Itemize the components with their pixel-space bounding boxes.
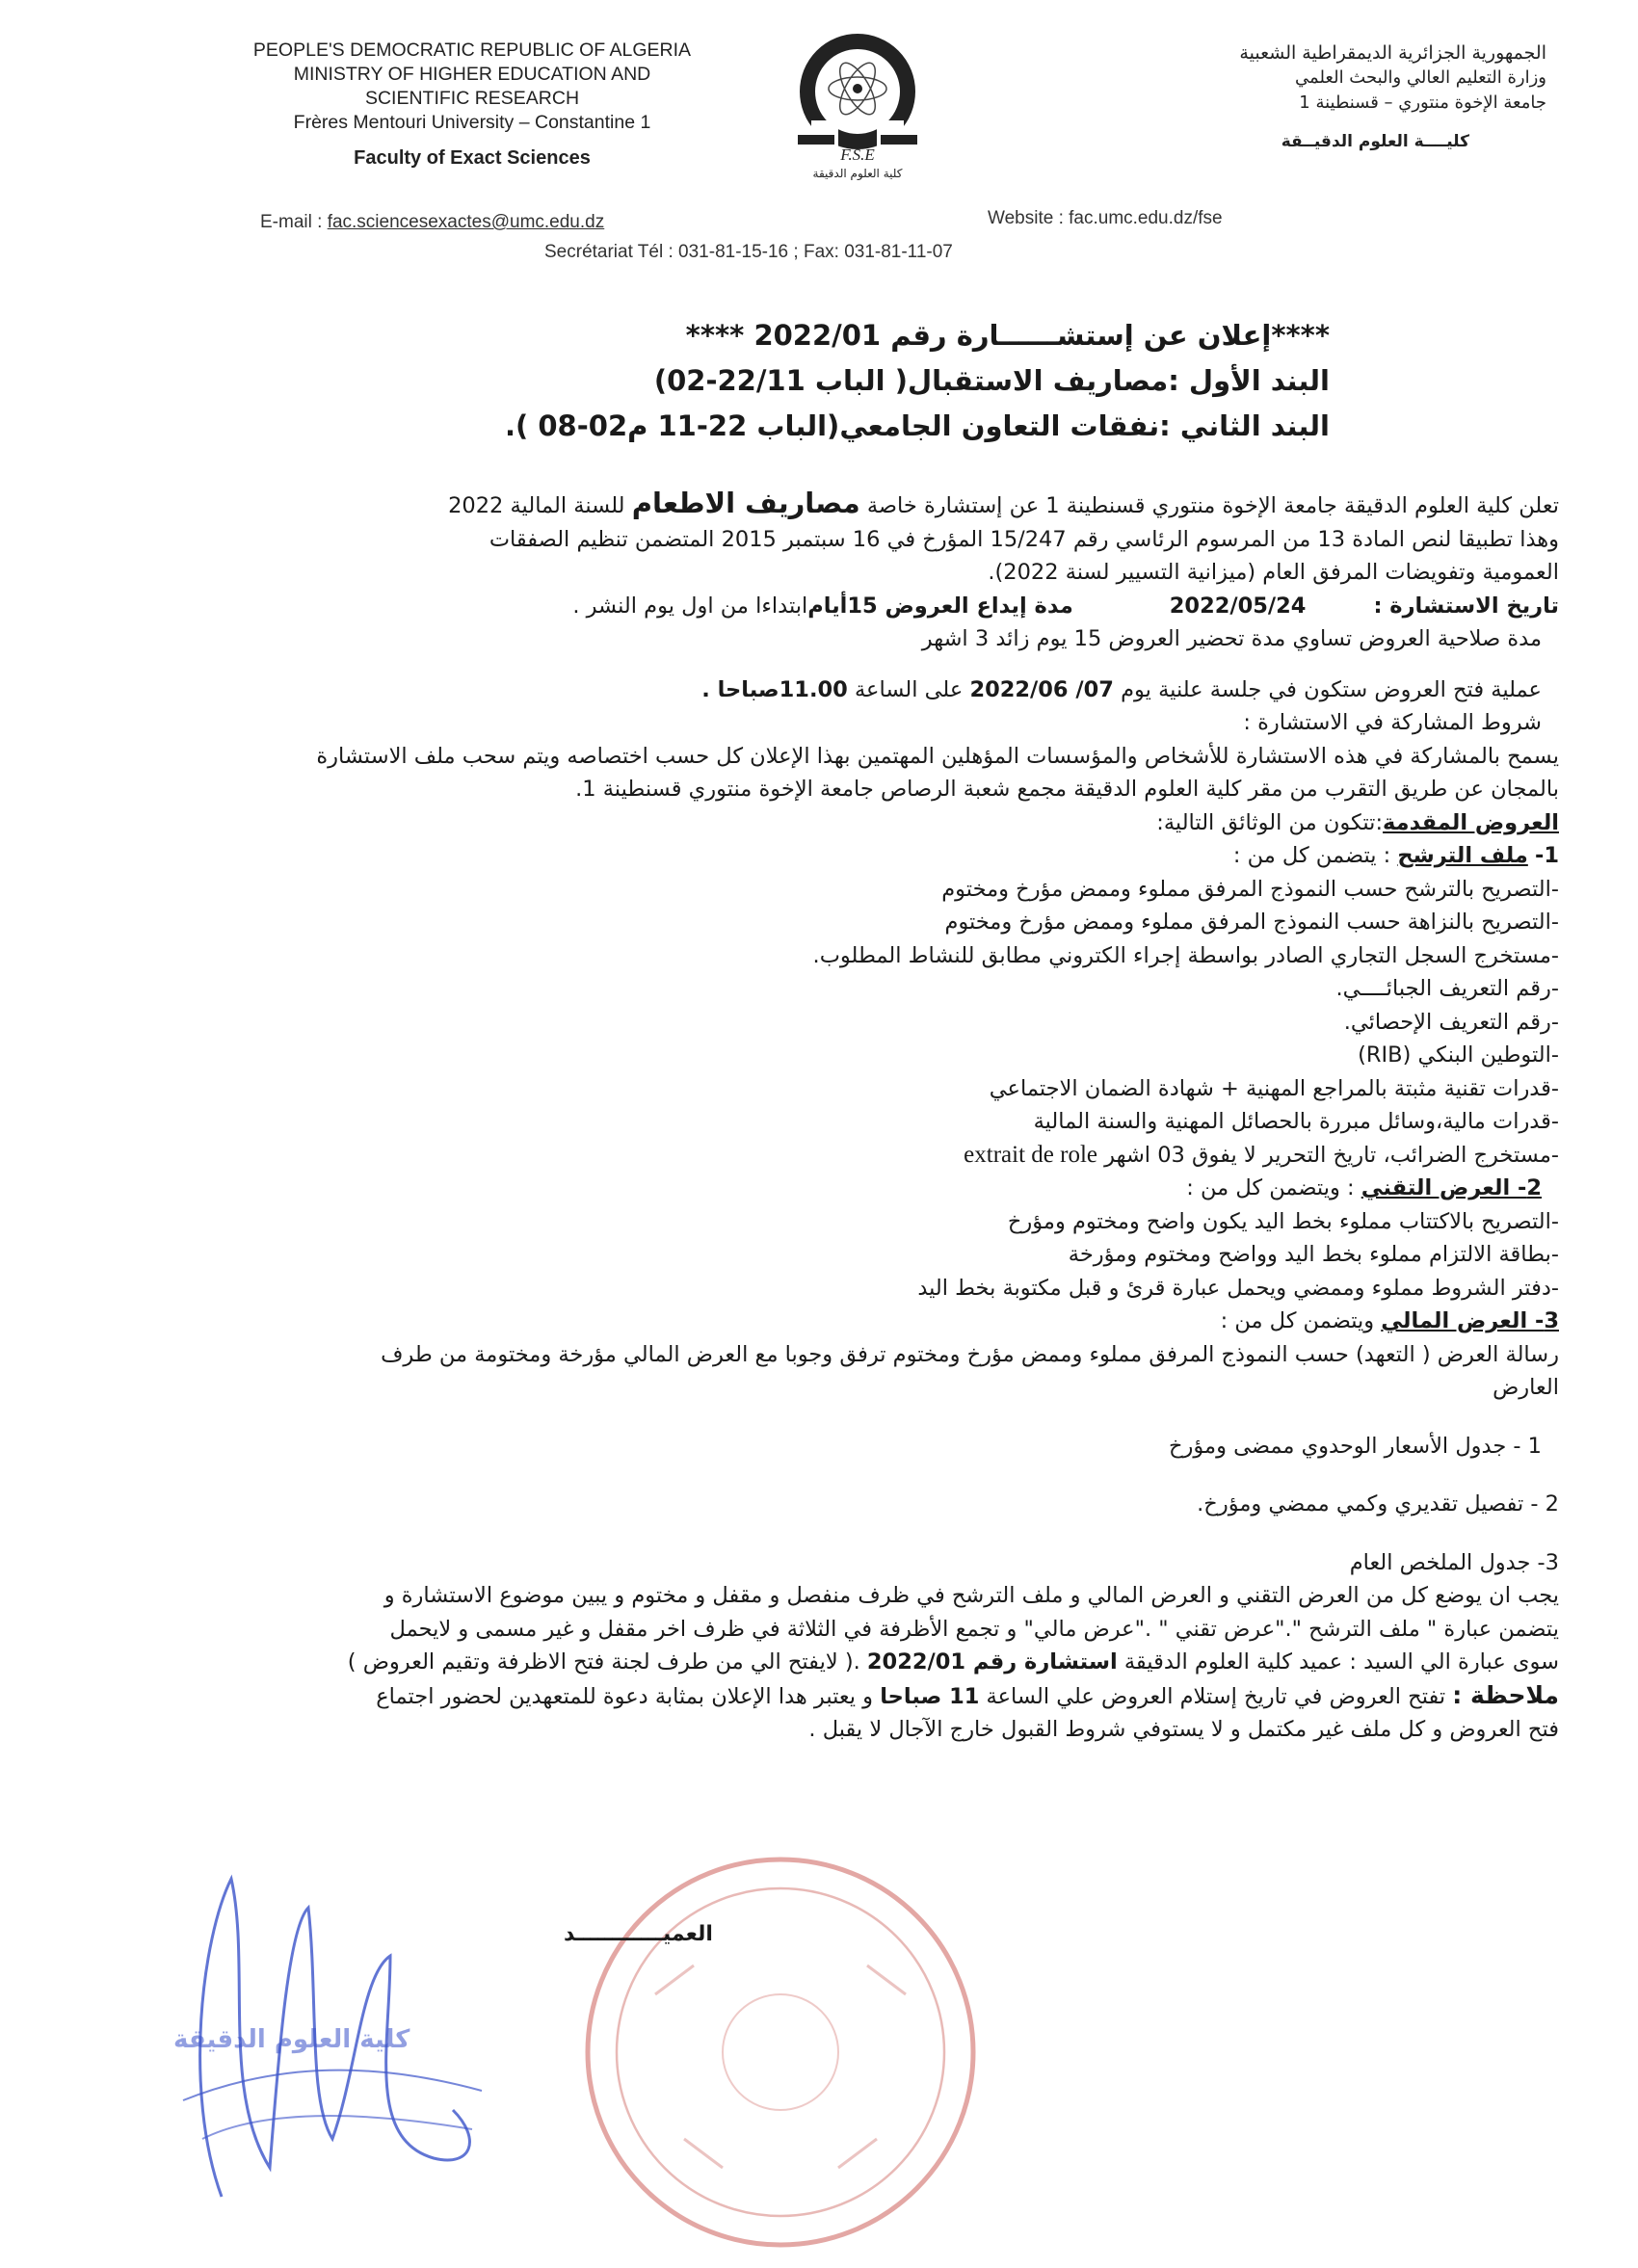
section-3-title: 3- العرض المالي xyxy=(1381,1308,1559,1333)
title-consultation: ****إعلان عن إستشــــــارة رقم 2022/01 **** xyxy=(685,319,1330,352)
header-arabic-line: الجمهورية الجزائرية الديمقراطية الشعبية xyxy=(1239,42,1546,64)
section-1-item: -قدرات مالية،وسائل مبررة بالحصائل المهنية والسنة المالية xyxy=(1033,1109,1559,1134)
envelope-reference: استشارة رقم 2022/01 xyxy=(866,1649,1118,1675)
announcement-body xyxy=(87,487,1559,1747)
section-1-item: -مستخرج السجل التجاري الصادر بواسطة إجراء الكتروني مطابق للنشاط المطلوب. xyxy=(812,942,1559,968)
section-1-item xyxy=(87,1139,1559,1173)
conditions-title: شروط المشاركة في الاستشارة : xyxy=(1243,710,1542,735)
intro-line: وهذا تطبيقا لنص المادة 13 من المرسوم الرئاسي رقم 15/247 المؤرخ في 16 سبتمبر 2015 المتضمن تنظيم الصفقات xyxy=(489,526,1559,552)
section-1-item: -التوطين البنكي (RIB) xyxy=(1358,1042,1559,1068)
header-french xyxy=(193,39,752,171)
intro-line xyxy=(87,487,1559,523)
header-french-faculty: Faculty of Exact Sciences xyxy=(354,147,591,169)
section-2-rest: : ويتضمن كل من : xyxy=(1186,1175,1355,1200)
date-label: تاريخ الاستشارة : xyxy=(1373,593,1559,619)
opening-line xyxy=(87,673,1559,707)
envelope-note: .( لايفتح الي من طرف لجنة فتح الاظرفة وتقيم العروض ) xyxy=(347,1649,867,1675)
section-1-item: -التصريح بالترشح حسب النموذج المرفق مملوء وممض مؤرخ ومختوم xyxy=(941,876,1559,902)
note-line xyxy=(87,1679,1559,1714)
envelope-address: سوى عبارة الي السيد : عميد كلية العلوم الدقيقة xyxy=(1123,1649,1559,1675)
tax-extract-text: -مستخرج الضرائب، تاريخ التحرير لا يفوق 03 اشهر xyxy=(1104,1142,1559,1168)
section-2-item: -التصريح بالاكتتاب مملوء بخط اليد يكون واضح ومختوم ومؤرخ xyxy=(1007,1208,1559,1234)
envelope-line xyxy=(87,1646,1559,1679)
intro-year: للسنة المالية 2022 xyxy=(448,493,625,518)
email-line xyxy=(260,212,604,233)
date-value: 2022/05/24 xyxy=(1169,593,1307,619)
secretariat-line: Secrétariat Tél : 031-81-15-16 ; Fax: 031-81-11-07 xyxy=(544,242,953,262)
stamp-text: كلية العلوم الدقيقة xyxy=(173,2025,410,2054)
intro-highlight: مصاريف الاطعام xyxy=(631,487,860,519)
header-arabic-line: وزارة التعليم العالي والبحث العلمي xyxy=(1295,67,1546,88)
header-french-line: MINISTRY OF HIGHER EDUCATION AND xyxy=(293,64,651,85)
conditions-line: يسمح بالمشاركة في هذه الاستشارة للأشخاص والمؤسسات المؤهلين المهتمين بهذا الإعلان كل حسب اختصاصه ويتم سحب ملف الاستشارة xyxy=(316,743,1559,769)
signature-title: العميــــــــــــد xyxy=(564,1922,713,1946)
header-french-line: PEOPLE'S DEMOCRATIC REPUBLIC OF ALGERIA xyxy=(252,40,692,61)
section-1-heading xyxy=(87,839,1559,873)
note-text-rest: و يعتبر هدا الإعلان بمثابة دعوة للمتعهدين لحضور اجتماع xyxy=(376,1683,874,1709)
note-label: ملاحظة : xyxy=(1452,1680,1559,1709)
opening-date: 07/ 2022/06 xyxy=(969,676,1114,702)
section-2-heading xyxy=(87,1172,1559,1205)
section-1-item: -قدرات تقنية مثبتة بالمراجع المهنية + شهادة الضمان الاجتماعي xyxy=(989,1075,1559,1101)
intro-text: تعلن كلية العلوم الدقيقة جامعة الإخوة منتوري قسنطينة 1 عن إستشارة خاصة xyxy=(866,493,1559,518)
section-2-title: 2- العرض التقني xyxy=(1361,1175,1542,1200)
note-text: تفتح العروض في تاريخ إستلام العروض علي الساعة xyxy=(986,1683,1446,1709)
deposit-rest: ابتداءا من اول يوم النشر . xyxy=(572,593,808,619)
offers-rest: :تتكون من الوثائق التالية: xyxy=(1156,809,1384,835)
handwritten-signature xyxy=(164,1850,511,2255)
deposit-duration: مدة إيداع العروض 15أيام xyxy=(807,593,1073,619)
section-3-list-item: 3- جدول الملخص العام xyxy=(1349,1549,1559,1575)
website-line[interactable]: Website : fac.umc.edu.dz/fse xyxy=(988,208,1223,228)
section-2-item: -بطاقة الالتزام مملوء بخط اليد وواضح ومختوم ومؤرخة xyxy=(1068,1242,1559,1267)
header-french-line: Frères Mentouri University – Constantine 1 xyxy=(293,112,651,133)
offers-heading xyxy=(87,806,1559,840)
section-1-rest: : يتضمن كل من : xyxy=(1232,843,1398,868)
logo-text: F.S.E xyxy=(840,145,875,164)
section-3-rest: ويتضمن كل من : xyxy=(1220,1308,1375,1333)
header-arabic xyxy=(1007,40,1546,154)
opening-text: عملية فتح العروض ستكون في جلسة علنية يوم xyxy=(1121,676,1542,702)
header-french-line: SCIENTIFIC RESEARCH xyxy=(364,88,580,109)
section-2-item: -دفتر الشروط مملوء وممضي ويحمل عبارة قرئ و قبل مكتوبة بخط اليد xyxy=(917,1275,1559,1301)
section-3-heading xyxy=(87,1305,1559,1338)
section-1-number: 1- xyxy=(1535,843,1559,868)
announcement-titles xyxy=(270,313,1330,449)
section-1-item: -التصريح بالنزاهة حسب النموذج المرفق مملوء وممض مؤرخ ومختوم xyxy=(944,910,1559,935)
section-3-letter: رسالة العرض ( التعهد) حسب النموذج المرفق مملوء وممض مؤرخ ومختوم ترفق وجوبا مع العرض المالي مؤرخة ومختومة من طرف xyxy=(381,1341,1559,1367)
envelope-line: يجب ان يوضع كل من العرض التقني و العرض المالي و ملف الترشح في ظرف منفصل و مقفل و مختوم و يبين موضوع الاستشارة و xyxy=(383,1583,1559,1608)
opening-time: 11.00صباحا . xyxy=(701,676,848,702)
email-link[interactable]: fac.sciencesexactes@umc.edu.dz xyxy=(327,212,605,232)
section-3-letter: العارض xyxy=(1493,1375,1559,1400)
section-1-title: ملف الترشح xyxy=(1397,843,1528,868)
title-item-one: البند الأول :مصاريف الاستقبال( الباب 22/11-02) xyxy=(653,364,1330,397)
envelope-line: يتضمن عبارة " ملف الترشح "."عرض تقني " ."عرض مالي" و تجمع الأظرفة في الثلاثة في ظرف اخر مقفل و غير مسمى و لايحمل xyxy=(389,1616,1559,1642)
section-3-list-item: 2 - تفصيل تقديري وكمي ممضي ومؤرخ. xyxy=(1197,1491,1559,1516)
section-1-item: -رقم التعريف الإحصائي. xyxy=(1343,1009,1559,1035)
note-line: فتح العروض و كل ملف غير مكتمل و لا يستوفي شروط القبول خارج الآجال لا يقبل . xyxy=(808,1717,1559,1742)
email-label: E-mail : xyxy=(260,212,323,232)
header-arabic-faculty: كليــــة العلوم الدقيــقة xyxy=(1281,132,1469,151)
tax-extract-french: extrait de role xyxy=(964,1141,1097,1168)
intro-line: العمومية وتفويضات المرفق العام (ميزانية التسيير لسنة 2022). xyxy=(988,560,1559,585)
header-arabic-line: جامعة الإخوة منتوري – قسنطينة 1 xyxy=(1299,92,1546,113)
section-1-item: -رقم التعريف الجبائــــي. xyxy=(1335,976,1559,1001)
section-3-list-item: 1 - جدول الأسعار الوحدوي ممضى ومؤرخ xyxy=(1169,1433,1542,1459)
note-time: 11 صباحا xyxy=(880,1683,980,1709)
logo-caption: كلية العلوم الدقيقة xyxy=(812,167,903,180)
official-stamp xyxy=(540,1821,1021,2264)
conditions-line: بالمجان عن طريق التقرب من مقر كلية العلوم الدقيقة مجمع شعبة الرصاص جامعة الإخوة منتوري قسنطينة 1. xyxy=(575,777,1559,802)
title-item-two: البند الثاني :نفقات التعاون الجامعي(الباب 22-11 م02-08 ). xyxy=(505,409,1330,442)
date-row xyxy=(87,590,1559,623)
opening-time-label: على الساعة xyxy=(854,676,964,702)
faculty-logo xyxy=(790,29,925,183)
offers-title: العروض المقدمة xyxy=(1383,809,1559,835)
validity-line: مدة صلاحية العروض تساوي مدة تحضير العروض 15 يوم زائد 3 اشهر xyxy=(921,626,1542,651)
